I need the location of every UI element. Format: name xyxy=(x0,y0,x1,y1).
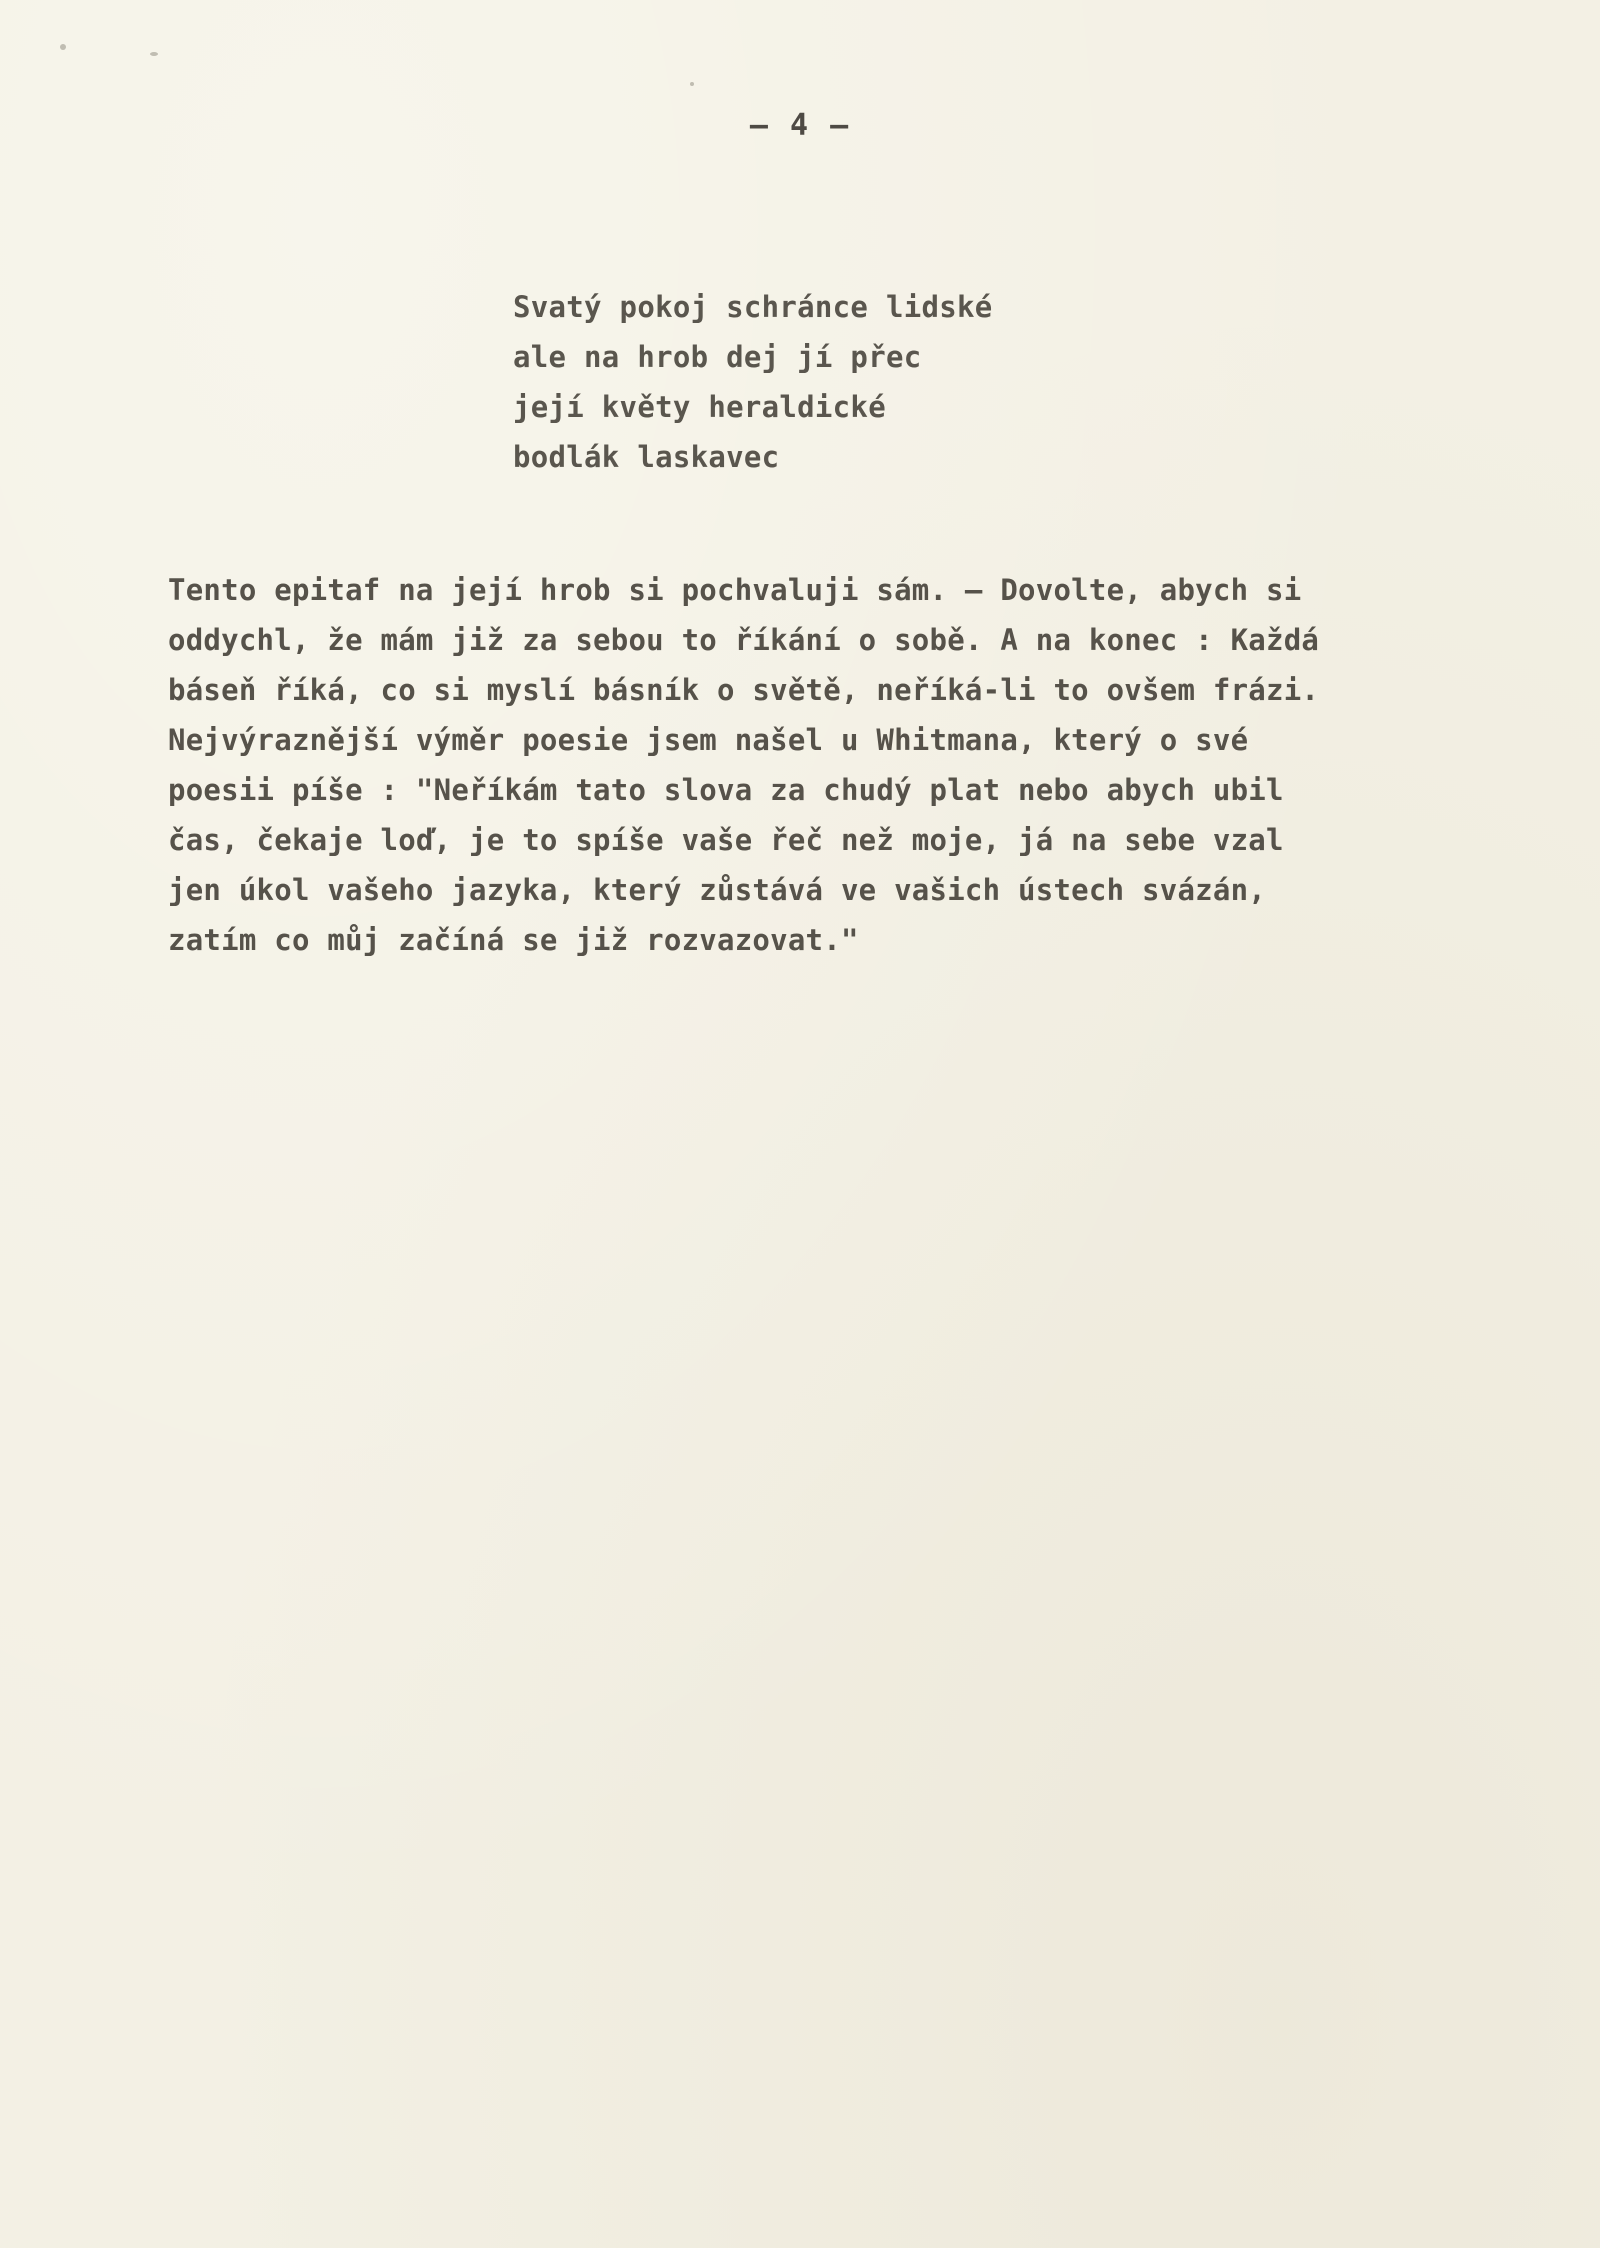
paragraph-line: báseň říká, co si myslí básník o světě, neříká-li to ovšem frázi. xyxy=(168,673,1320,707)
paper-speck xyxy=(60,44,66,50)
paragraph-line: poesii píše : "Neříkám tato slova za chudý plat nebo abych ubil xyxy=(168,773,1284,807)
paragraph-line: zatím co můj začíná se již rozvazovat." xyxy=(168,923,859,957)
paragraph-line: oddychl, že mám již za sebou to říkání o sobě. A na konec : Každá xyxy=(168,623,1320,657)
page-number: – 4 – xyxy=(749,108,851,143)
paragraph-line: Tento epitaf na její hrob si pochvaluji sám. – Dovolte, abych si xyxy=(168,573,1302,607)
paragraph-line: Nejvýraznější výměr poesie jsem našel u Whitmana, který o své xyxy=(168,723,1249,757)
paragraph-line: jen úkol vašeho jazyka, který zůstává ve vašich ústech svázán, xyxy=(168,873,1266,907)
poem-line: bodlák laskavec xyxy=(513,440,780,474)
poem-line: ale na hrob dej jí přec xyxy=(513,340,922,374)
poem-line: Svatý pokoj schránce lidské xyxy=(513,290,993,324)
body-paragraph xyxy=(168,565,1488,965)
paper-speck xyxy=(690,82,694,86)
paragraph-line: čas, čekaje loď, je to spíše vaše řeč než moje, já na sebe vzal xyxy=(168,823,1284,857)
poem-line: její květy heraldické xyxy=(513,390,886,424)
poem-stanza xyxy=(513,282,1273,482)
paper-speck xyxy=(150,52,158,56)
